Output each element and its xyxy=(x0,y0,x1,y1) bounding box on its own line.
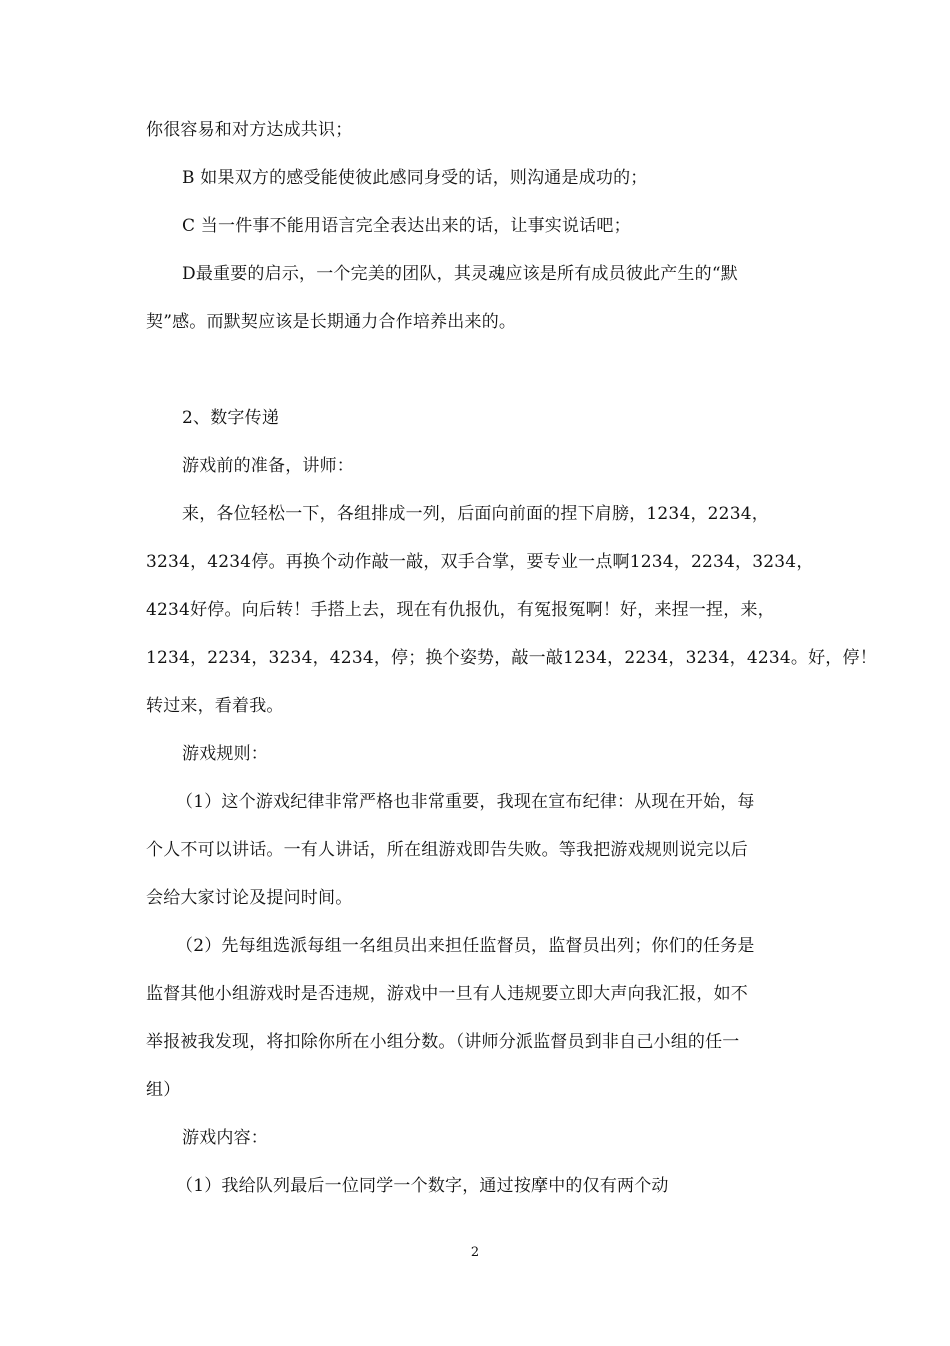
paragraph-a-tail: 你很容易和对方达成共识； xyxy=(146,120,353,140)
rule-2-line-3: 举报被我发现，将扣除你所在小组分数。（讲师分派监督员到非自己小组的任一 xyxy=(146,1032,740,1052)
paragraph-point-b: B 如果双方的感受能使彼此感同身受的话，则沟通是成功的； xyxy=(182,168,648,188)
prep-heading: 游戏前的准备，讲师： xyxy=(182,456,354,476)
paragraph-point-d-line2: 契”感。而默契应该是长期通力合作培养出来的。 xyxy=(146,312,517,332)
rule-1-line-1: （1）这个游戏纪律非常严格也非常重要，我现在宣布纪律：从现在开始，每 xyxy=(176,792,755,812)
rule-2-line-1: （2）先每组选派每组一名组员出来担任监督员，监督员出列；你们的任务是 xyxy=(176,936,755,956)
content-heading: 游戏内容： xyxy=(182,1128,268,1148)
rule-1-line-3: 会给大家讨论及提问时间。 xyxy=(146,888,353,908)
content-1-line-1: （1）我给队列最后一位同学一个数字，通过按摩中的仅有两个动 xyxy=(176,1176,669,1196)
paragraph-point-d-line1: D最重要的启示，一个完美的团队，其灵魂应该是所有成员彼此产生的“默 xyxy=(182,264,738,284)
rules-heading: 游戏规则： xyxy=(182,744,268,764)
rule-2-line-4: 组） xyxy=(146,1080,181,1100)
prep-line-3: 4234好停。向后转！手搭上去，现在有仇报仇，有冤报冤啊！好，来捏一捏，来， xyxy=(146,600,775,620)
rule-1-line-2: 个人不可以讲话。一有人讲话，所在组游戏即告失败。等我把游戏规则说完以后 xyxy=(146,840,748,860)
paragraph-point-c: C 当一件事不能用语言完全表达出来的话，让事实说话吧； xyxy=(182,216,631,236)
page-number: 2 xyxy=(470,1245,480,1260)
section-title: 2、数字传递 xyxy=(182,408,280,428)
rule-2-line-2: 监督其他小组游戏时是否违规，游戏中一旦有人违规要立即大声向我汇报，如不 xyxy=(146,984,748,1004)
prep-line-1: 来，各位轻松一下，各组排成一列，后面向前面的捏下肩膀，1234，2234， xyxy=(182,504,769,524)
prep-line-5: 转过来，看着我。 xyxy=(146,696,284,716)
prep-line-2: 3234，4234停。再换个动作敲一敲，双手合掌，要专业一点啊1234，2234，3234， xyxy=(146,552,814,572)
prep-line-4: 1234，2234，3234，4234，停；换个姿势，敲一敲1234，2234，3234，4234。好，停！ xyxy=(146,648,877,668)
